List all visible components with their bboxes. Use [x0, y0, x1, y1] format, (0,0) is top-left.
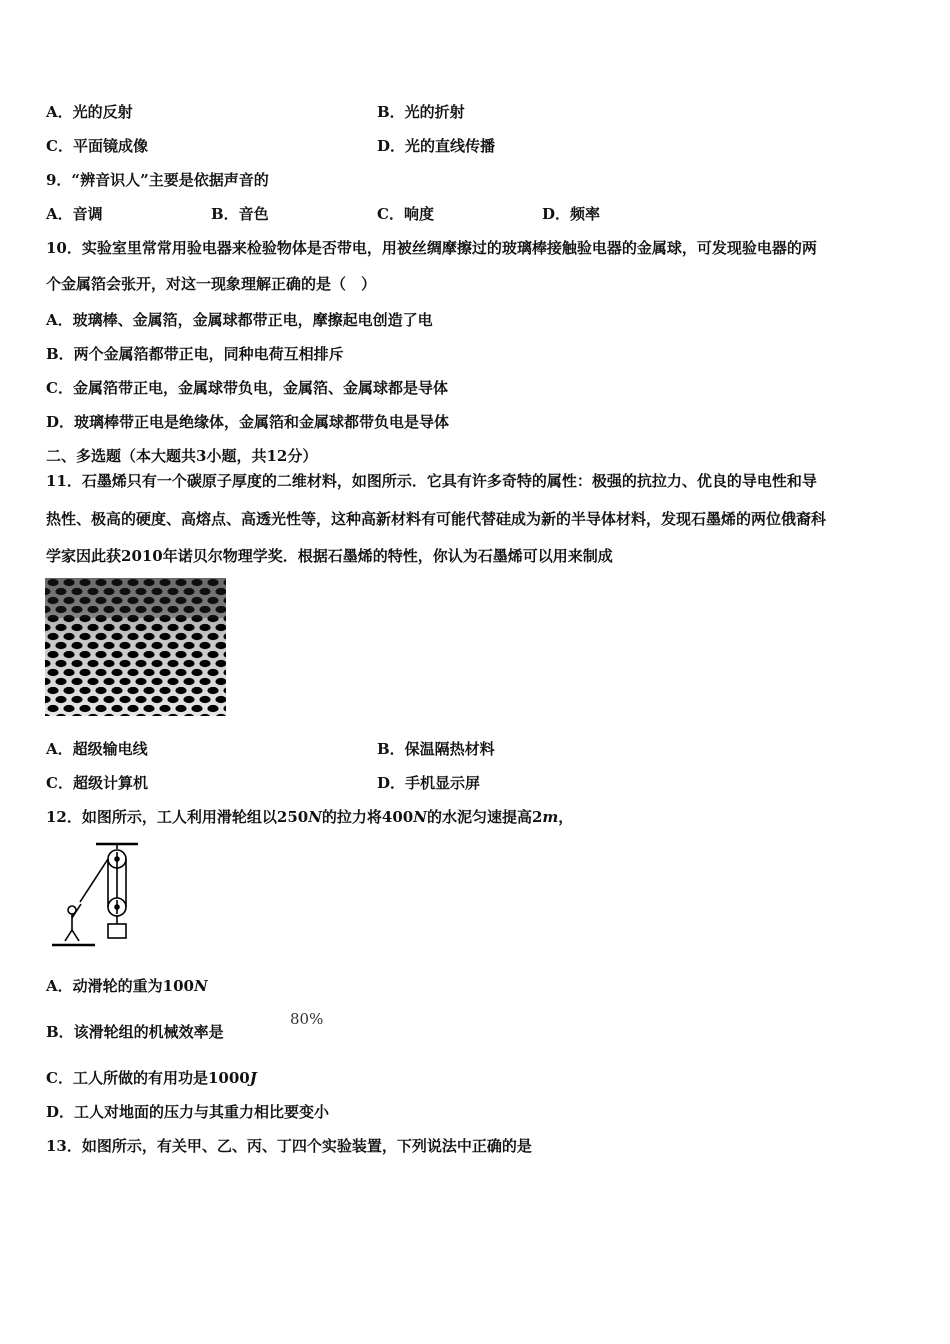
q12-option-a: A．动滑轮的重为100N: [46, 977, 208, 995]
q13-stem: 13．如图所示，有关甲、乙、丙、丁四个实验装置，下列说法中正确的是: [46, 1137, 532, 1155]
q10-stem-line1: 10．实验室里常常用验电器来检验物体是否带电，用被丝绸摩擦过的玻璃棒接触验电器的金属球，可发现验电器的两: [46, 239, 817, 257]
q12-efficiency-value: 80%: [290, 1010, 324, 1028]
q12-option-c: C．工人所做的有用功是1000J: [46, 1069, 257, 1087]
pulley-diagram: [48, 840, 140, 952]
q9-options: [46, 204, 646, 224]
q11-line3: 学家因此获2010年诺贝尔物理学奖．根据石墨烯的特性，你认为石墨烯可以用来制成: [46, 547, 613, 565]
q9-stem: 9．“辨音识人”主要是依据声音的: [46, 171, 269, 189]
q8-option-d: D．光的直线传播: [377, 137, 496, 155]
q11-option-c: C．超级计算机: [46, 774, 148, 792]
q11-line1: 11．石墨烯只有一个碳原子厚度的二维材料，如图所示．它具有许多奇特的属性：极强的抗拉力、优良的导电性和导: [46, 472, 817, 490]
section-heading: 二、多选题（本大题共3小题，共12分）: [46, 447, 318, 465]
q12-option-b: B．该滑轮组的机械效率是 80%: [46, 1010, 324, 1041]
q10-stem-line2: 个金属箔会张开，对这一现象理解正确的是（ ）: [46, 275, 377, 293]
q11-option-a: A．超级输电线: [46, 740, 148, 758]
q8-option-c: C．平面镜成像: [46, 137, 148, 155]
q9-option-c: C．响度: [377, 205, 434, 223]
q11-line2: 热性、极高的硬度、高熔点、高透光性等，这种高新材料有可能代替硅成为新的半导体材料，发现石墨烯的两位俄裔科: [46, 510, 827, 528]
q9-option-b: B．音色: [211, 205, 269, 223]
q10-option-d: D．玻璃棒带正电是绝缘体，金属箔和金属球都带负电是导体: [46, 413, 450, 431]
q8-option-a: A．光的反射: [46, 103, 133, 121]
q11-option-b: B．保温隔热材料: [377, 740, 495, 758]
q9-option-d: D．频率: [542, 205, 601, 223]
q10-option-b: B．两个金属箔都带正电，同种电荷互相排斥: [46, 345, 344, 363]
q11-option-d: D．手机显示屏: [377, 774, 481, 792]
q9-option-a: A．音调: [46, 205, 103, 223]
q12-stem: 12．如图所示，工人利用滑轮组以250N的拉力将400N的水泥匀速提高2m，: [46, 808, 574, 826]
q10-option-c: C．金属箔带正电，金属球带负电，金属箔、金属球都是导体: [46, 379, 448, 397]
graphene-image: [45, 578, 226, 716]
q12-option-d: D．工人对地面的压力与其重力相比要变小: [46, 1103, 330, 1121]
q10-option-a: A．玻璃棒、金属箔，金属球都带正电，摩擦起电创造了电: [46, 311, 433, 329]
q8-option-b: B．光的折射: [377, 103, 465, 121]
